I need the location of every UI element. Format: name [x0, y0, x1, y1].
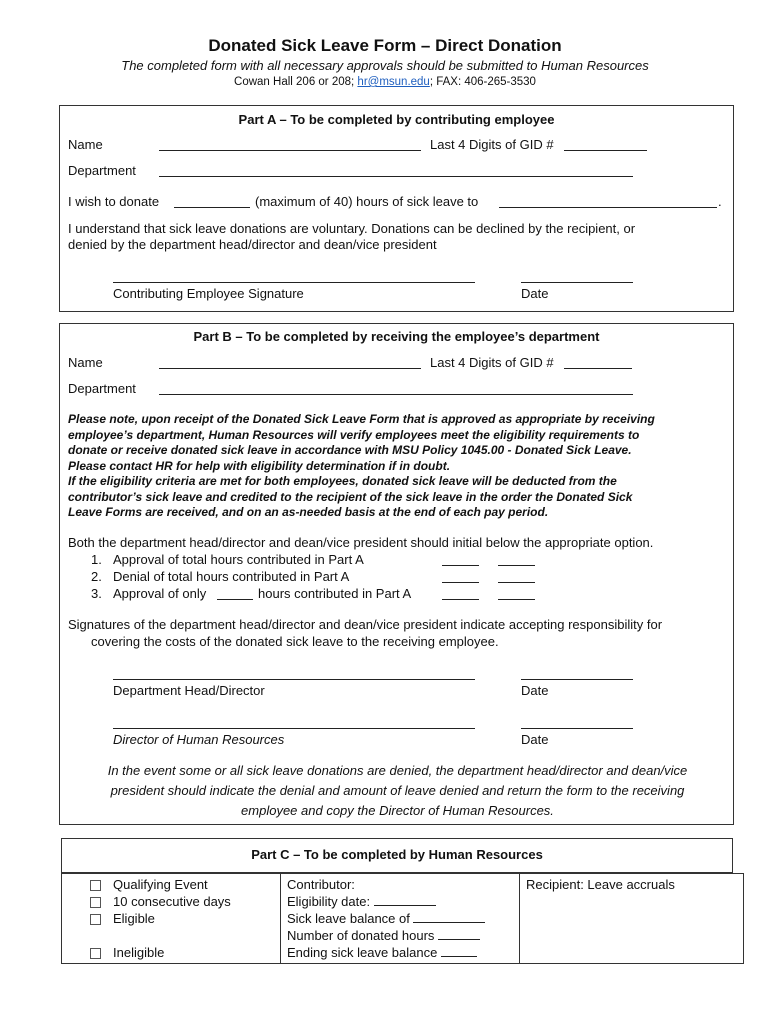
note-line: Please contact HR for help with eligibility determination if in doubt.: [68, 458, 451, 473]
denial-line-3: employee and copy the Director of Human Resources.: [241, 803, 554, 818]
part-b-name-label: Name: [68, 355, 103, 370]
contributor-signature-field[interactable]: [113, 282, 475, 283]
part-b-department-label: Department: [68, 381, 136, 396]
donate-prefix: I wish to donate: [68, 194, 160, 209]
part-c-checkbox-cell: [62, 874, 281, 964]
form-subtitle: The completed form with all necessary approvals should be submitted to Human Resources: [121, 58, 649, 73]
hr-director-date-field[interactable]: [521, 728, 633, 729]
part-b-gid-field[interactable]: [564, 368, 632, 369]
signatures-line-2: covering the costs of the donated sick leave to the receiving employee.: [91, 634, 499, 649]
part-a-name-label: Name: [68, 137, 103, 152]
ending-balance-label: Ending sick leave balance: [287, 945, 438, 960]
contributor-date-label: Date: [521, 286, 549, 301]
option-3-initial-b[interactable]: [498, 599, 535, 600]
option-3-hours-field[interactable]: [217, 599, 253, 600]
option-1-number: 1.: [91, 552, 102, 567]
part-a-department-field[interactable]: [159, 176, 633, 177]
part-a-department-label: Department: [68, 163, 136, 178]
eligibility-note: [68, 412, 728, 521]
hr-email-link[interactable]: hr@msun.edu: [357, 76, 430, 88]
checkbox-row[interactable]: [90, 893, 274, 910]
part-a-title: Part A – To be completed by contributing employee: [238, 112, 555, 127]
part-a-gid-field[interactable]: [564, 150, 647, 151]
dept-head-label: Department Head/Director: [113, 683, 265, 698]
checkbox-icon[interactable]: [90, 897, 101, 908]
option-2-number: 2.: [91, 569, 102, 584]
contributor-signature-label: Contributing Employee Signature: [113, 286, 304, 301]
donate-middle: (maximum of 40) hours of sick leave to: [255, 194, 479, 209]
note-line: If the eligibility criteria are met for both employees, donated sick leave will be deducted from the: [68, 474, 617, 488]
donate-recipient-field[interactable]: [499, 207, 717, 208]
signatures-line-1: Signatures of the department head/director and dean/vice president indicate accepting responsibility for: [68, 617, 663, 632]
checkbox-label: Ineligible: [113, 945, 165, 960]
option-1-initial-b[interactable]: [498, 565, 535, 566]
part-b-department-field[interactable]: [159, 394, 633, 395]
part-c-box: [61, 838, 733, 873]
part-c-title: Part C – To be completed by Human Resources: [251, 847, 543, 862]
hr-director-signature-field[interactable]: [113, 728, 475, 729]
checkbox-row[interactable]: [90, 876, 274, 893]
form-title: Donated Sick Leave Form – Direct Donation: [208, 36, 562, 55]
part-a-name-field[interactable]: [159, 150, 421, 151]
option-3-number: 3.: [91, 586, 102, 601]
understand-line-2: denied by the department head/director and dean/vice president: [68, 237, 437, 252]
contact-prefix: Cowan Hall 206 or 208;: [234, 76, 358, 88]
part-c-contributor-cell: [281, 874, 520, 964]
part-c-table: [61, 873, 744, 964]
part-b-title: Part B – To be completed by receiving the employee’s department: [193, 329, 600, 344]
donate-hours-field[interactable]: [174, 207, 250, 208]
understand-line-1: I understand that sick leave donations are voluntary. Donations can be declined by the recipient, or: [68, 221, 636, 236]
contact-info: [0, 76, 770, 88]
option-1-text: Approval of total hours contributed in Part A: [113, 552, 364, 567]
part-c-recipient-cell: [520, 874, 744, 964]
hr-director-label: Director of Human Resources: [113, 732, 285, 747]
denial-line-2: president should indicate the denial and amount of leave denied and return the form to the receiving: [110, 783, 685, 798]
checkbox-icon[interactable]: [90, 948, 101, 959]
checkbox-row[interactable]: [90, 910, 274, 927]
checkbox-icon[interactable]: [90, 914, 101, 925]
eligibility-date-label: Eligibility date:: [287, 894, 371, 909]
contributor-date-field[interactable]: [521, 282, 633, 283]
contributor-label: Contributor:: [287, 877, 355, 892]
part-b-gid-label: Last 4 Digits of GID #: [430, 355, 554, 370]
part-b-name-field[interactable]: [159, 368, 421, 369]
note-line: Leave Forms are received, and on an as-needed basis at the end of each pay period.: [68, 505, 549, 519]
ending-balance-field[interactable]: [441, 946, 477, 957]
checkbox-label: Qualifying Event: [113, 877, 208, 892]
checkbox-label: 10 consecutive days: [113, 894, 231, 909]
note-line: contributor’s sick leave and credited to the recipient of the sick leave in the order the Donated Sick: [68, 489, 633, 504]
note-line: employee’s department, Human Resources will verify employees meet the eligibility requirements to: [68, 427, 640, 442]
option-3-text-after: hours contributed in Part A: [258, 586, 412, 601]
initial-instruction: Both the department head/director and dean/vice president should initial below the appropriate option.: [68, 535, 654, 550]
option-1-initial-a[interactable]: [442, 565, 479, 566]
contact-suffix: ; FAX: 406-265-3530: [429, 76, 536, 88]
checkbox-row[interactable]: [90, 944, 274, 961]
dept-head-signature-field[interactable]: [113, 679, 475, 680]
option-3-initial-a[interactable]: [442, 599, 479, 600]
donated-hours-label: Number of donated hours: [287, 928, 435, 943]
option-3-text-before: Approval of only: [113, 586, 207, 601]
denial-line-1: In the event some or all sick leave donations are denied, the department head/director and dean/vice: [107, 763, 688, 778]
hr-director-date-label: Date: [521, 732, 549, 747]
part-a-gid-label: Last 4 Digits of GID #: [430, 137, 554, 152]
note-line: Please note, upon receipt of the Donated Sick Leave Form that is approved as appropriate by receiving: [68, 412, 655, 426]
option-2-text: Denial of total hours contributed in Part A: [113, 569, 350, 584]
recipient-label: Recipient: Leave accruals: [526, 877, 675, 892]
sick-balance-field[interactable]: [413, 912, 485, 923]
option-2-initial-a[interactable]: [442, 582, 479, 583]
sick-balance-label: Sick leave balance of: [287, 911, 410, 926]
checkbox-icon[interactable]: [90, 880, 101, 891]
checkbox-label: Eligible: [113, 911, 155, 926]
donate-end: .: [718, 194, 722, 209]
dept-head-date-label: Date: [521, 683, 549, 698]
note-line: donate or receive donated sick leave in accordance with MSU Policy 1045.00 - Donated Sick Leave.: [68, 443, 632, 457]
dept-head-date-field[interactable]: [521, 679, 633, 680]
option-2-initial-b[interactable]: [498, 582, 535, 583]
eligibility-date-field[interactable]: [374, 895, 436, 906]
donated-hours-field[interactable]: [438, 929, 480, 940]
